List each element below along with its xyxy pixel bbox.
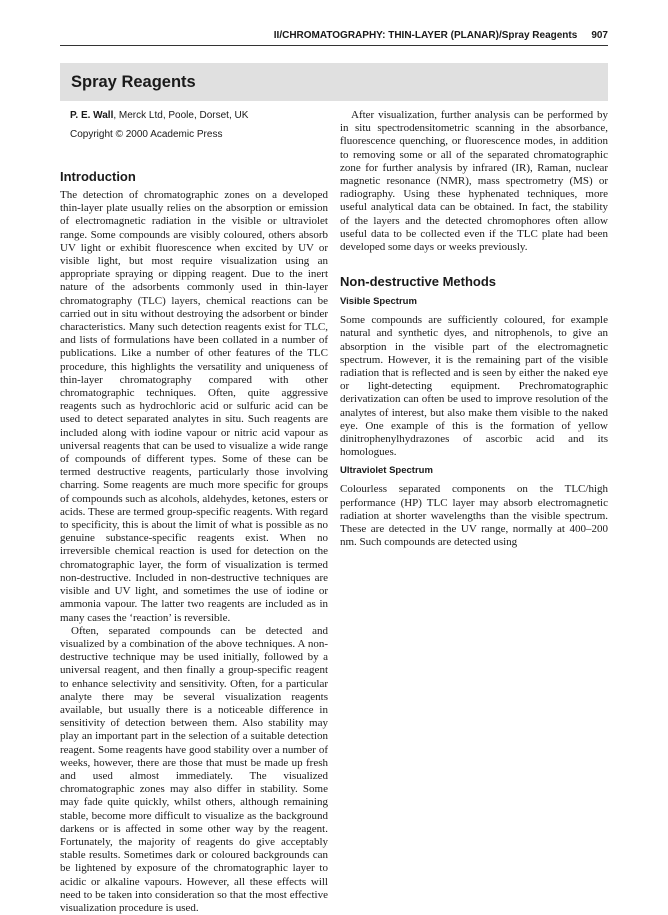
uv-spectrum-paragraph: Colourless separated components on the TLC/high performance (HP) TLC layer may absorb electromagnetic radiation at shorter wavelengths than the visible spectrum. These are detected in the UV range, normally at 400–200 nm. Such compounds are detected using — [340, 483, 608, 549]
left-column — [60, 109, 328, 915]
page-number: 907 — [591, 30, 608, 41]
introduction-paragraph-3: After visualization, further analysis can be performed by in situ spectrodensitometric scanning in the absorbance, fluorescence quenching, or fluorescence modes, in addition to removing some or all of the separated chromatographic zone for further analysis by infrared (IR), Raman, nuclear magnetic resonance (NMR), mass spectrometry (MS) or radiography. Using these hyphenated techniques, more useful analytical data can be obtained. In fact, the stability of the layers and the detected chromophores often allow useful data to be collected even if the TLC plate had been developed some days or weeks previously. — [340, 109, 608, 254]
introduction-heading: Introduction — [60, 169, 136, 184]
introduction-paragraph-2: Often, separated compounds can be detected and visualized by a combination of the above techniques. A non-destructive technique may be used initially, followed by a universal reagent, and then finally a group-specific reagent to enhance selectivity and sensitivity. Often, for a particular analyte there may be several visualization reagents available, but usually there is a noticeable difference in sensitivity of detection between them. Also stability may play an important part in the selection of a suitable detection reagent. Some reagents have good stability over a number of weeks, however, there are those that must be made up fresh and used almost immediately. The visualized chromatographic zones may also differ in stability. Some may fade quite quickly, whilst others, although remaining stable, become more difficult to visualize as the background darkens or is affected in some other way by the reagent. Fortunately, the majority of reagents do give acceptably stable results. Sometimes dark or coloured backgrounds can be lightened by exposure of the chromatographic layer to acidic or alkaline vapours. However, all these effects will need to be taken into consideration so that the most effective visualization procedure is used. — [60, 624, 328, 914]
introduction-paragraph-1: The detection of chromatographic zones on a developed thin-layer plate usually relies on the absorption or emission of electromagnetic radiation in the visible or ultraviolet range. Some compounds are visibly coloured, others absorb UV light or exhibit fluorescence when excited by UV or visible light, but most require visualization using an appropriate spraying or dipping reagent. Due to the inert nature of the adsorbents commonly used in thin-layer chromatography (TLC) layers, chemical reactions can be carried out in situ without destroying the adsorbent or binder characteristics. Many such detection reagents exist for TLC, and lists of formulations have been collated in a number of publications. Like a number of other features of the TLC procedure, this highlights the versatility and uniqueness of thin-layer chromatography compared with other chromatographic techniques. Often, quite aggressive reagents such as hydrochloric acid or sulfuric acid can be used to detect separated analytes in situ. Such reagents are included along with iodine vapour or nitric acid vapour as universal reagents that can be used to visualize a wide range of compounds of different types. Some of these can be termed destructive reagents, particularly those involving charring. Some reagents are much more specific for groups of compounds such as alcohols, aldehydes, ketones, esters or acids. These are termed group-specific reagents. With regard to specificity, this is about the limit of what is possible as no genuine substance-specific reagents exist. When no irreversible chemical reaction is used for detection on the chromatographic layer, the form of visualization is termed non-destructive. Included in non-destructive techniques are visible and UV light, and sometimes the use of iodine or ammonia vapour. The latter two reagents are included as in many cases the ‘reaction’ is reversible. — [60, 189, 328, 624]
right-column — [340, 109, 608, 549]
copyright: Copyright © 2000 Academic Press — [70, 129, 223, 140]
running-head — [60, 30, 608, 41]
author-line — [70, 109, 328, 122]
author-affiliation: , Merck Ltd, Poole, Dorset, UK — [113, 110, 249, 121]
author-name: P. E. Wall — [70, 110, 114, 121]
visible-spectrum-heading: Visible Spectrum — [340, 296, 417, 308]
article-title: Spray Reagents — [60, 63, 608, 101]
visible-spectrum-paragraph: Some compounds are sufficiently coloured, for example natural and synthetic dyes, and nitrophenols, to give an absorption in the visible part of the electromagnetic spectrum. However, it is the remaining part of the visible radiation that is reflected and is seen by either the naked eye or light-detecting equipment. Prechromatographic derivatization can often be used to improve resolution of the analytes of interest, but also make them visible to the naked eye. One example of this is the formation of yellow dinitrophenylhydrazones of ascorbic acid and its homologues. — [340, 314, 608, 459]
header-rule — [60, 45, 608, 46]
running-title: II/CHROMATOGRAPHY: THIN-LAYER (PLANAR)/Spray Reagents — [273, 30, 578, 41]
uv-spectrum-heading: Ultraviolet Spectrum — [340, 465, 433, 477]
non-destructive-heading: Non-destructive Methods — [340, 274, 497, 290]
